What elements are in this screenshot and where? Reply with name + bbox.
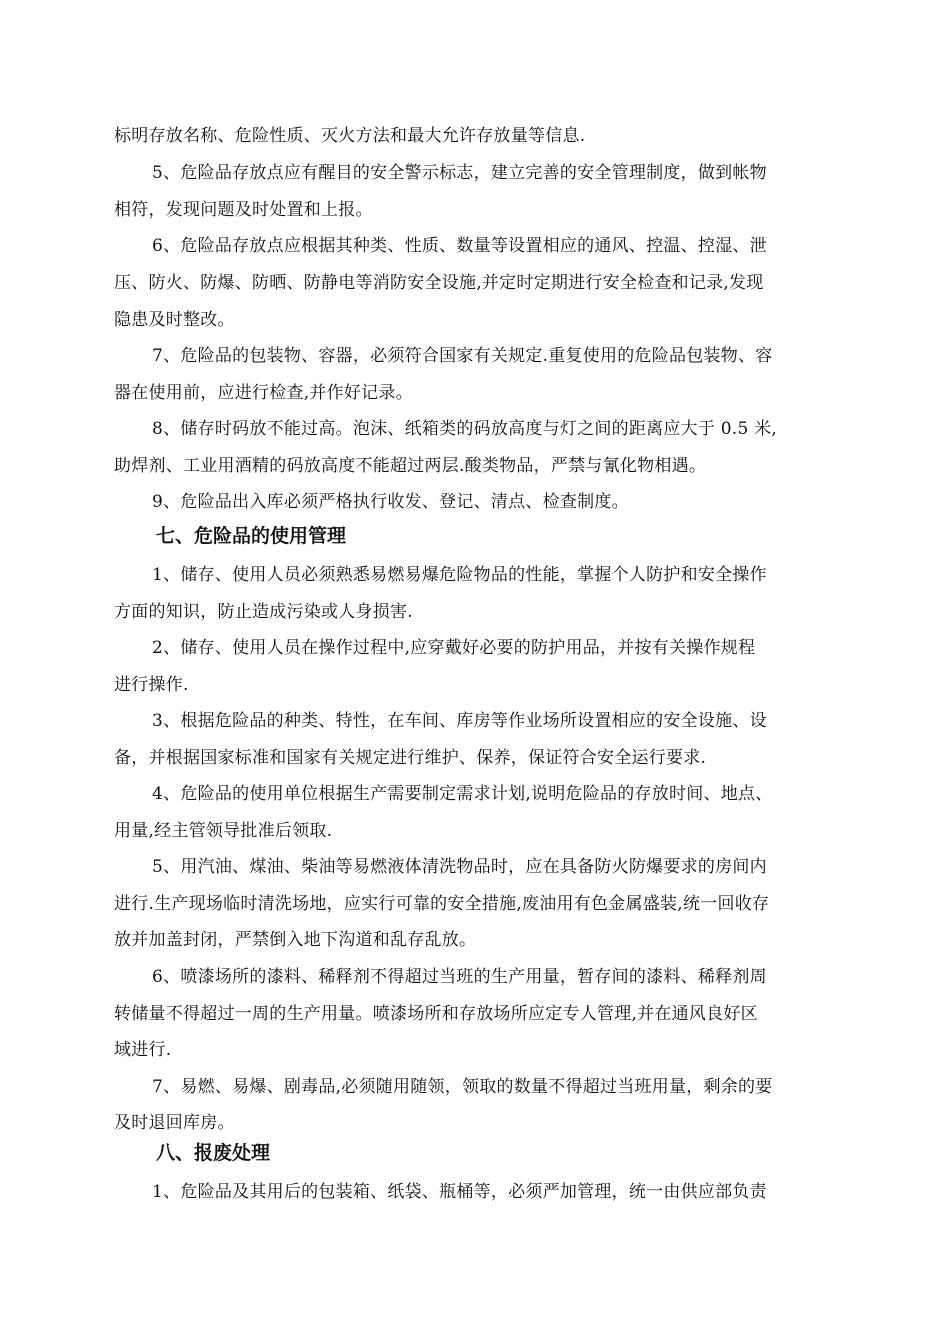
paragraph-line: 相符，发现问题及时处置和上报。 <box>114 200 373 220</box>
paragraph-line: 5、用汽油、煤油、柴油等易燃液体清洗物品时，应在具备防火防爆要求的房间内 <box>152 857 767 877</box>
paragraph-line: 7、易燃、易爆、剧毒品,必须随用随领，领取的数量不得超过当班用量，剩余的要 <box>152 1077 773 1097</box>
paragraph-line: 转储量不得超过一周的生产用量。喷漆场所和存放场所应定专人管理,并在通风良好区 <box>114 1004 758 1024</box>
section-heading: 八、报废处理 <box>156 1142 271 1164</box>
paragraph-line: 进行.生产现场临时清洗场地，应实行可靠的安全措施,废油用有色金属盛装,统一回收存 <box>114 894 770 914</box>
paragraph-line: 9、危险品出入库必须严格执行收发、登记、清点、检查制度。 <box>152 492 629 512</box>
section-heading: 七、危险品的使用管理 <box>156 525 347 547</box>
paragraph-line: 用量,经主管领导批准后领取. <box>114 821 333 841</box>
paragraph-line: 4、危险品的使用单位根据生产需要制定需求计划,说明危险品的存放时间、地点、 <box>152 784 773 804</box>
paragraph-line: 进行操作. <box>114 675 189 695</box>
paragraph-line: 3、根据危险品的种类、特性，在车间、库房等作业场所设置相应的安全设施、设 <box>152 711 767 731</box>
paragraph-line: 1、储存、使用人员必须熟悉易燃易爆危险物品的性能，掌握个人防护和安全操作 <box>152 565 767 585</box>
paragraph-line: 隐患及时整改。 <box>114 310 235 330</box>
paragraph-line: 5、危险品存放点应有醒目的安全警示标志，建立完善的安全管理制度，做到帐物 <box>152 163 767 183</box>
paragraph-line: 放并加盖封闭，严禁倒入地下沟道和乱存乱放。 <box>114 930 477 950</box>
paragraph-line: 及时退回库房。 <box>114 1113 235 1133</box>
paragraph-line: 8、储存时码放不能过高。泡沫、纸箱类的码放高度与灯之间的距离应大于 0.5 米, <box>152 419 778 439</box>
paragraph-line: 方面的知识，防止造成污染或人身损害. <box>114 602 413 622</box>
paragraph-line: 6、喷漆场所的漆料、稀释剂不得超过当班的生产用量，暂存间的漆料、稀释剂周 <box>152 967 767 987</box>
paragraph-line: 器在使用前，应进行检查,并作好记录。 <box>114 383 413 403</box>
paragraph-line: 域进行. <box>114 1040 172 1060</box>
paragraph-line: 备，并根据国家标准和国家有关规定进行维护、保养，保证符合安全运行要求. <box>114 748 707 768</box>
paragraph-line: 标明存放名称、危险性质、灭火方法和最大允许存放量等信息. <box>114 126 586 146</box>
paragraph-line: 1、危险品及其用后的包装箱、纸袋、瓶桶等，必须严加管理，统一由供应部负责 <box>152 1182 767 1202</box>
paragraph-line: 6、危险品存放点应根据其种类、性质、数量等设置相应的通风、控温、控湿、泄 <box>152 236 767 256</box>
paragraph-line: 7、危险品的包装物、容器，必须符合国家有关规定.重复使用的危险品包装物、容 <box>152 346 773 366</box>
paragraph-line: 压、防火、防爆、防晒、防静电等消防安全设施,并定时定期进行安全检查和记录,发现 <box>114 273 764 293</box>
paragraph-line: 助焊剂、工业用酒精的码放高度不能超过两层.酸类物品，严禁与氰化物相遇。 <box>114 456 707 476</box>
paragraph-line: 2、储存、使用人员在操作过程中,应穿戴好必要的防护用品，并按有关操作规程 <box>152 638 756 658</box>
